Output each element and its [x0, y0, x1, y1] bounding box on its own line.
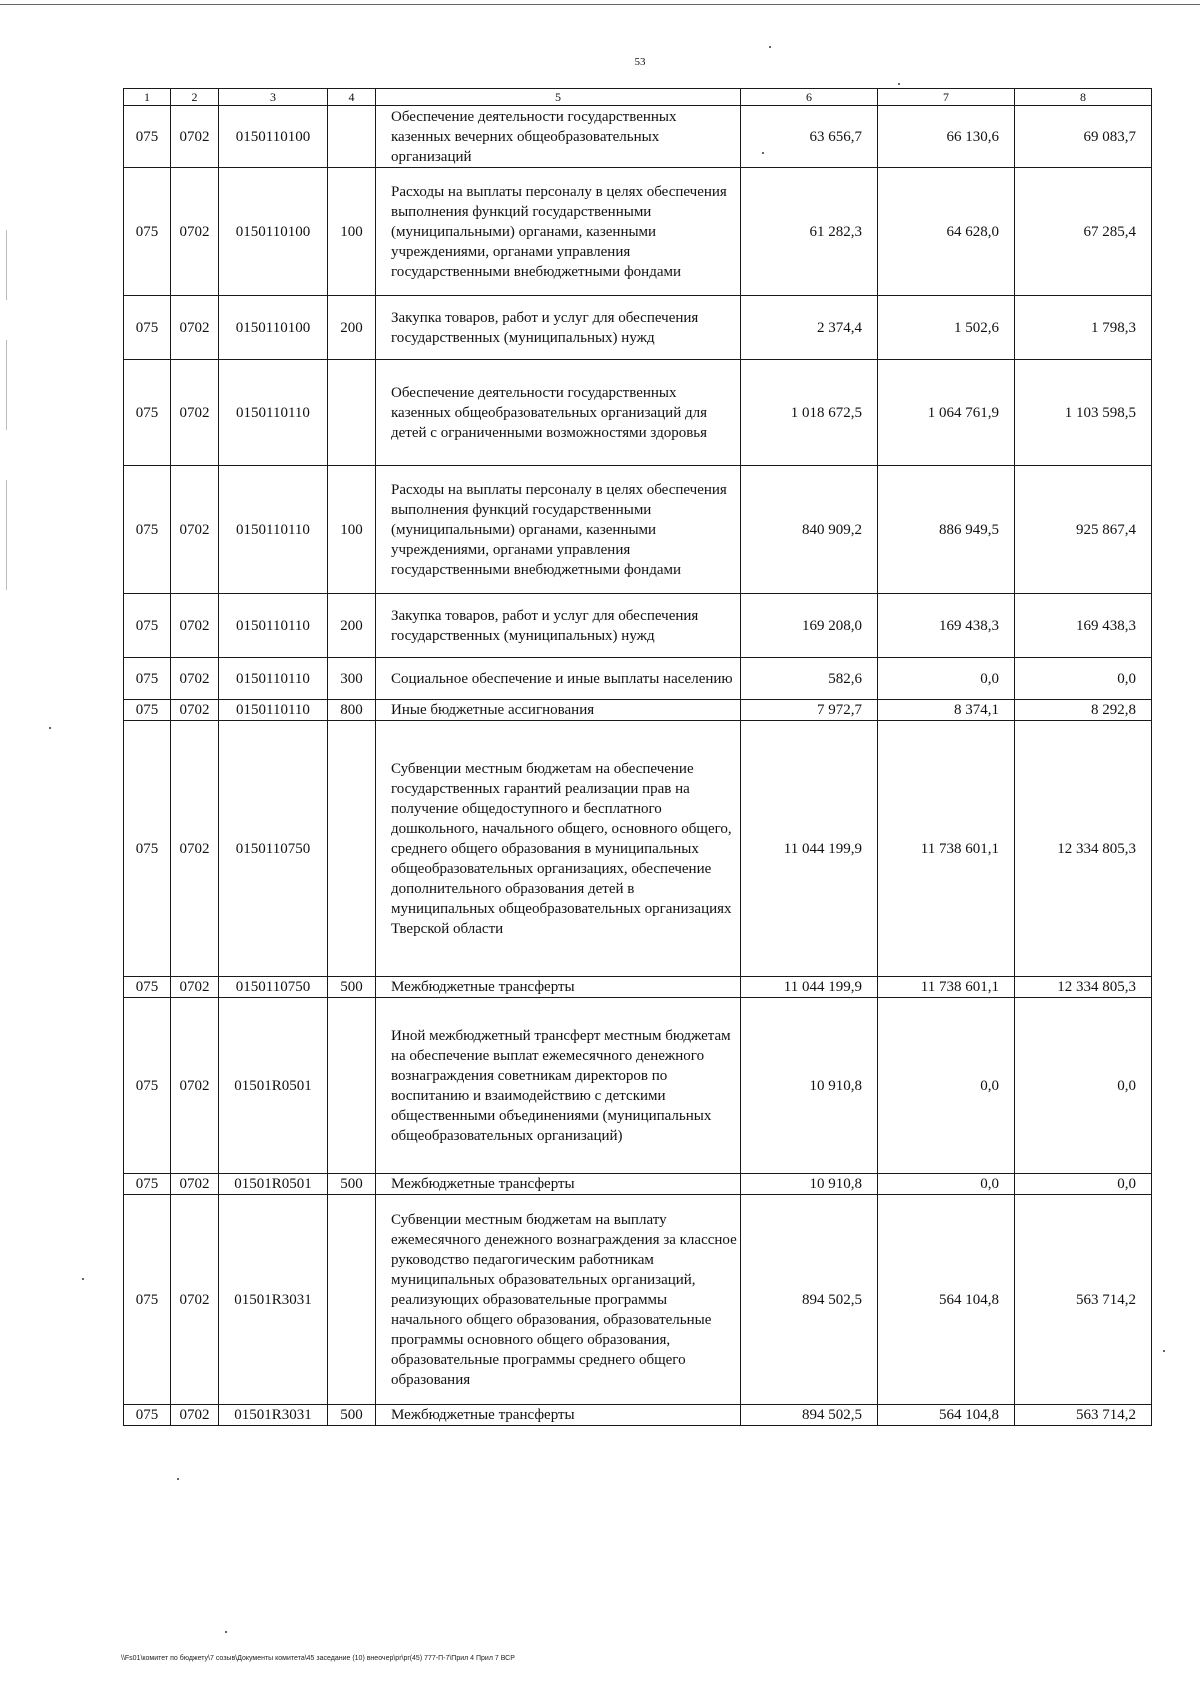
target-article-code: 0150110100	[219, 296, 328, 360]
scan-speck	[225, 1631, 227, 1633]
section-code: 0702	[171, 1174, 219, 1195]
expense-description: Социальное обеспечение и иные выплаты населению	[376, 658, 741, 700]
expense-description: Закупка товаров, работ и услуг для обеспечения государственных (муниципальных) нужд	[376, 296, 741, 360]
column-header: 4	[328, 89, 376, 106]
section-code: 0702	[171, 1195, 219, 1405]
section-code: 0702	[171, 977, 219, 998]
expense-description: Расходы на выплаты персоналу в целях обеспечения выполнения функций государственными (муниципальными) органами, казенными учреждениями, органами управления государственными внебюджетными фондами	[376, 168, 741, 296]
admin-code: 075	[124, 721, 171, 977]
target-article-code: 01501R3031	[219, 1405, 328, 1426]
amount-year-1: 10 910,8	[741, 1174, 878, 1195]
amount-year-3: 0,0	[1015, 658, 1152, 700]
amount-year-1: 61 282,3	[741, 168, 878, 296]
amount-year-3: 1 103 598,5	[1015, 360, 1152, 466]
scan-top-edge	[0, 4, 1200, 5]
section-code: 0702	[171, 360, 219, 466]
amount-year-3: 12 334 805,3	[1015, 977, 1152, 998]
amount-year-1: 169 208,0	[741, 594, 878, 658]
column-header: 5	[376, 89, 741, 106]
section-code: 0702	[171, 998, 219, 1174]
target-article-code: 0150110110	[219, 594, 328, 658]
target-article-code: 01501R0501	[219, 1174, 328, 1195]
amount-year-1: 894 502,5	[741, 1195, 878, 1405]
amount-year-2: 64 628,0	[878, 168, 1015, 296]
expense-description: Иные бюджетные ассигнования	[376, 700, 741, 721]
amount-year-3: 0,0	[1015, 998, 1152, 1174]
amount-year-2: 11 738 601,1	[878, 721, 1015, 977]
amount-year-2: 11 738 601,1	[878, 977, 1015, 998]
column-number-header	[124, 89, 1152, 106]
target-article-code: 01501R3031	[219, 1195, 328, 1405]
section-code: 0702	[171, 700, 219, 721]
expense-type-code: 100	[328, 466, 376, 594]
amount-year-3: 12 334 805,3	[1015, 721, 1152, 977]
amount-year-1: 11 044 199,9	[741, 977, 878, 998]
expense-description: Обеспечение деятельности государственных казенных общеобразовательных организаций для детей с ограниченными возможностями здоровья	[376, 360, 741, 466]
table-row	[124, 360, 1152, 466]
amount-year-1: 11 044 199,9	[741, 721, 878, 977]
amount-year-1: 1 018 672,5	[741, 360, 878, 466]
expense-description: Межбюджетные трансферты	[376, 977, 741, 998]
expense-type-code: 100	[328, 168, 376, 296]
amount-year-2: 1 502,6	[878, 296, 1015, 360]
admin-code: 075	[124, 1195, 171, 1405]
admin-code: 075	[124, 594, 171, 658]
section-code: 0702	[171, 1405, 219, 1426]
scan-artifact	[6, 480, 7, 590]
amount-year-1: 7 972,7	[741, 700, 878, 721]
scan-speck	[82, 1278, 84, 1280]
section-code: 0702	[171, 106, 219, 168]
target-article-code: 0150110110	[219, 700, 328, 721]
section-code: 0702	[171, 594, 219, 658]
column-header: 8	[1015, 89, 1152, 106]
column-header: 7	[878, 89, 1015, 106]
amount-year-3: 563 714,2	[1015, 1195, 1152, 1405]
table-row	[124, 721, 1152, 977]
expense-type-code	[328, 1195, 376, 1405]
expense-description: Межбюджетные трансферты	[376, 1405, 741, 1426]
table-row	[124, 998, 1152, 1174]
expense-type-code: 500	[328, 1174, 376, 1195]
expense-type-code: 200	[328, 594, 376, 658]
admin-code: 075	[124, 168, 171, 296]
scan-speck	[769, 46, 771, 48]
admin-code: 075	[124, 466, 171, 594]
scan-speck	[762, 152, 764, 154]
expense-description: Иной межбюджетный трансферт местным бюджетам на обеспечение выплат ежемесячного денежного вознаграждения советникам директоров по воспитанию и взаимодействию с детскими общественными объединениями (муниципальных общеобразовательных организаций)	[376, 998, 741, 1174]
column-header: 2	[171, 89, 219, 106]
amount-year-3: 69 083,7	[1015, 106, 1152, 168]
amount-year-3: 8 292,8	[1015, 700, 1152, 721]
section-code: 0702	[171, 658, 219, 700]
table-row	[124, 296, 1152, 360]
table-row	[124, 1174, 1152, 1195]
amount-year-2: 0,0	[878, 998, 1015, 1174]
amount-year-1: 63 656,7	[741, 106, 878, 168]
admin-code: 075	[124, 658, 171, 700]
amount-year-3: 0,0	[1015, 1174, 1152, 1195]
expense-description: Обеспечение деятельности государственных казенных вечерних общеобразовательных организаций	[376, 106, 741, 168]
amount-year-2: 8 374,1	[878, 700, 1015, 721]
amount-year-2: 169 438,3	[878, 594, 1015, 658]
expense-type-code	[328, 360, 376, 466]
amount-year-2: 66 130,6	[878, 106, 1015, 168]
amount-year-1: 2 374,4	[741, 296, 878, 360]
expense-type-code: 800	[328, 700, 376, 721]
amount-year-3: 169 438,3	[1015, 594, 1152, 658]
expense-type-code: 500	[328, 977, 376, 998]
target-article-code: 01501R0501	[219, 998, 328, 1174]
admin-code: 075	[124, 1174, 171, 1195]
amount-year-1: 10 910,8	[741, 998, 878, 1174]
scan-artifact	[6, 340, 7, 430]
table-row	[124, 658, 1152, 700]
target-article-code: 0150110750	[219, 721, 328, 977]
column-header: 6	[741, 89, 878, 106]
table-row	[124, 466, 1152, 594]
target-article-code: 0150110110	[219, 658, 328, 700]
expense-type-code: 300	[328, 658, 376, 700]
expense-description: Расходы на выплаты персоналу в целях обеспечения выполнения функций государственными (муниципальными) органами, казенными учреждениями, органами управления государственными внебюджетными фондами	[376, 466, 741, 594]
table-row	[124, 977, 1152, 998]
expense-type-code	[328, 106, 376, 168]
admin-code: 075	[124, 296, 171, 360]
amount-year-2: 0,0	[878, 658, 1015, 700]
target-article-code: 0150110100	[219, 106, 328, 168]
amount-year-3: 67 285,4	[1015, 168, 1152, 296]
table-row	[124, 700, 1152, 721]
admin-code: 075	[124, 700, 171, 721]
target-article-code: 0150110100	[219, 168, 328, 296]
scan-artifact	[6, 230, 7, 300]
section-code: 0702	[171, 466, 219, 594]
admin-code: 075	[124, 1405, 171, 1426]
expense-type-code: 200	[328, 296, 376, 360]
scan-speck	[49, 727, 51, 729]
scan-speck	[177, 1478, 179, 1480]
column-header: 1	[124, 89, 171, 106]
amount-year-2: 564 104,8	[878, 1195, 1015, 1405]
amount-year-1: 582,6	[741, 658, 878, 700]
admin-code: 075	[124, 977, 171, 998]
admin-code: 075	[124, 998, 171, 1174]
column-header: 3	[219, 89, 328, 106]
expense-type-code	[328, 721, 376, 977]
file-path-footer: \\Fs01\комитет по бюджету\7 созыв\Документы комитета\45 заседание (10) внеочер\pr\pr(45) 777-П-7\Прил 4 Прил 7 ВСР	[121, 1655, 515, 1662]
table-row	[124, 1195, 1152, 1405]
table-row	[124, 106, 1152, 168]
target-article-code: 0150110110	[219, 466, 328, 594]
table-row	[124, 168, 1152, 296]
amount-year-2: 564 104,8	[878, 1405, 1015, 1426]
amount-year-3: 1 798,3	[1015, 296, 1152, 360]
amount-year-2: 886 949,5	[878, 466, 1015, 594]
target-article-code: 0150110750	[219, 977, 328, 998]
section-code: 0702	[171, 296, 219, 360]
target-article-code: 0150110110	[219, 360, 328, 466]
amount-year-2: 0,0	[878, 1174, 1015, 1195]
table-row	[124, 1405, 1152, 1426]
scan-speck	[898, 83, 900, 85]
expense-type-code	[328, 998, 376, 1174]
expense-type-code: 500	[328, 1405, 376, 1426]
expense-description: Субвенции местным бюджетам на обеспечение государственных гарантий реализации прав на получение общедоступного и бесплатного дошкольного, начального общего, основного общего, среднего общего образования в муниципальных общеобразовательных организациях, обеспечение дополнительного образования детей в муниципальных общеобразовательных организациях Тверской области	[376, 721, 741, 977]
expense-description: Межбюджетные трансферты	[376, 1174, 741, 1195]
section-code: 0702	[171, 168, 219, 296]
amount-year-1: 840 909,2	[741, 466, 878, 594]
budget-table	[123, 88, 1152, 1426]
admin-code: 075	[124, 106, 171, 168]
amount-year-2: 1 064 761,9	[878, 360, 1015, 466]
amount-year-1: 894 502,5	[741, 1405, 878, 1426]
expense-description: Закупка товаров, работ и услуг для обеспечения государственных (муниципальных) нужд	[376, 594, 741, 658]
table-row	[124, 594, 1152, 658]
page-number: 53	[634, 56, 646, 68]
expense-description: Субвенции местным бюджетам на выплату ежемесячного денежного вознаграждения за классное руководство педагогическим работникам муниципальных образовательных организаций, реализующих образовательные программы начального общего образования, образовательные программы основного общего образования, образовательные программы среднего общего образования	[376, 1195, 741, 1405]
scan-speck	[1163, 1350, 1165, 1352]
amount-year-3: 563 714,2	[1015, 1405, 1152, 1426]
amount-year-3: 925 867,4	[1015, 466, 1152, 594]
section-code: 0702	[171, 721, 219, 977]
admin-code: 075	[124, 360, 171, 466]
